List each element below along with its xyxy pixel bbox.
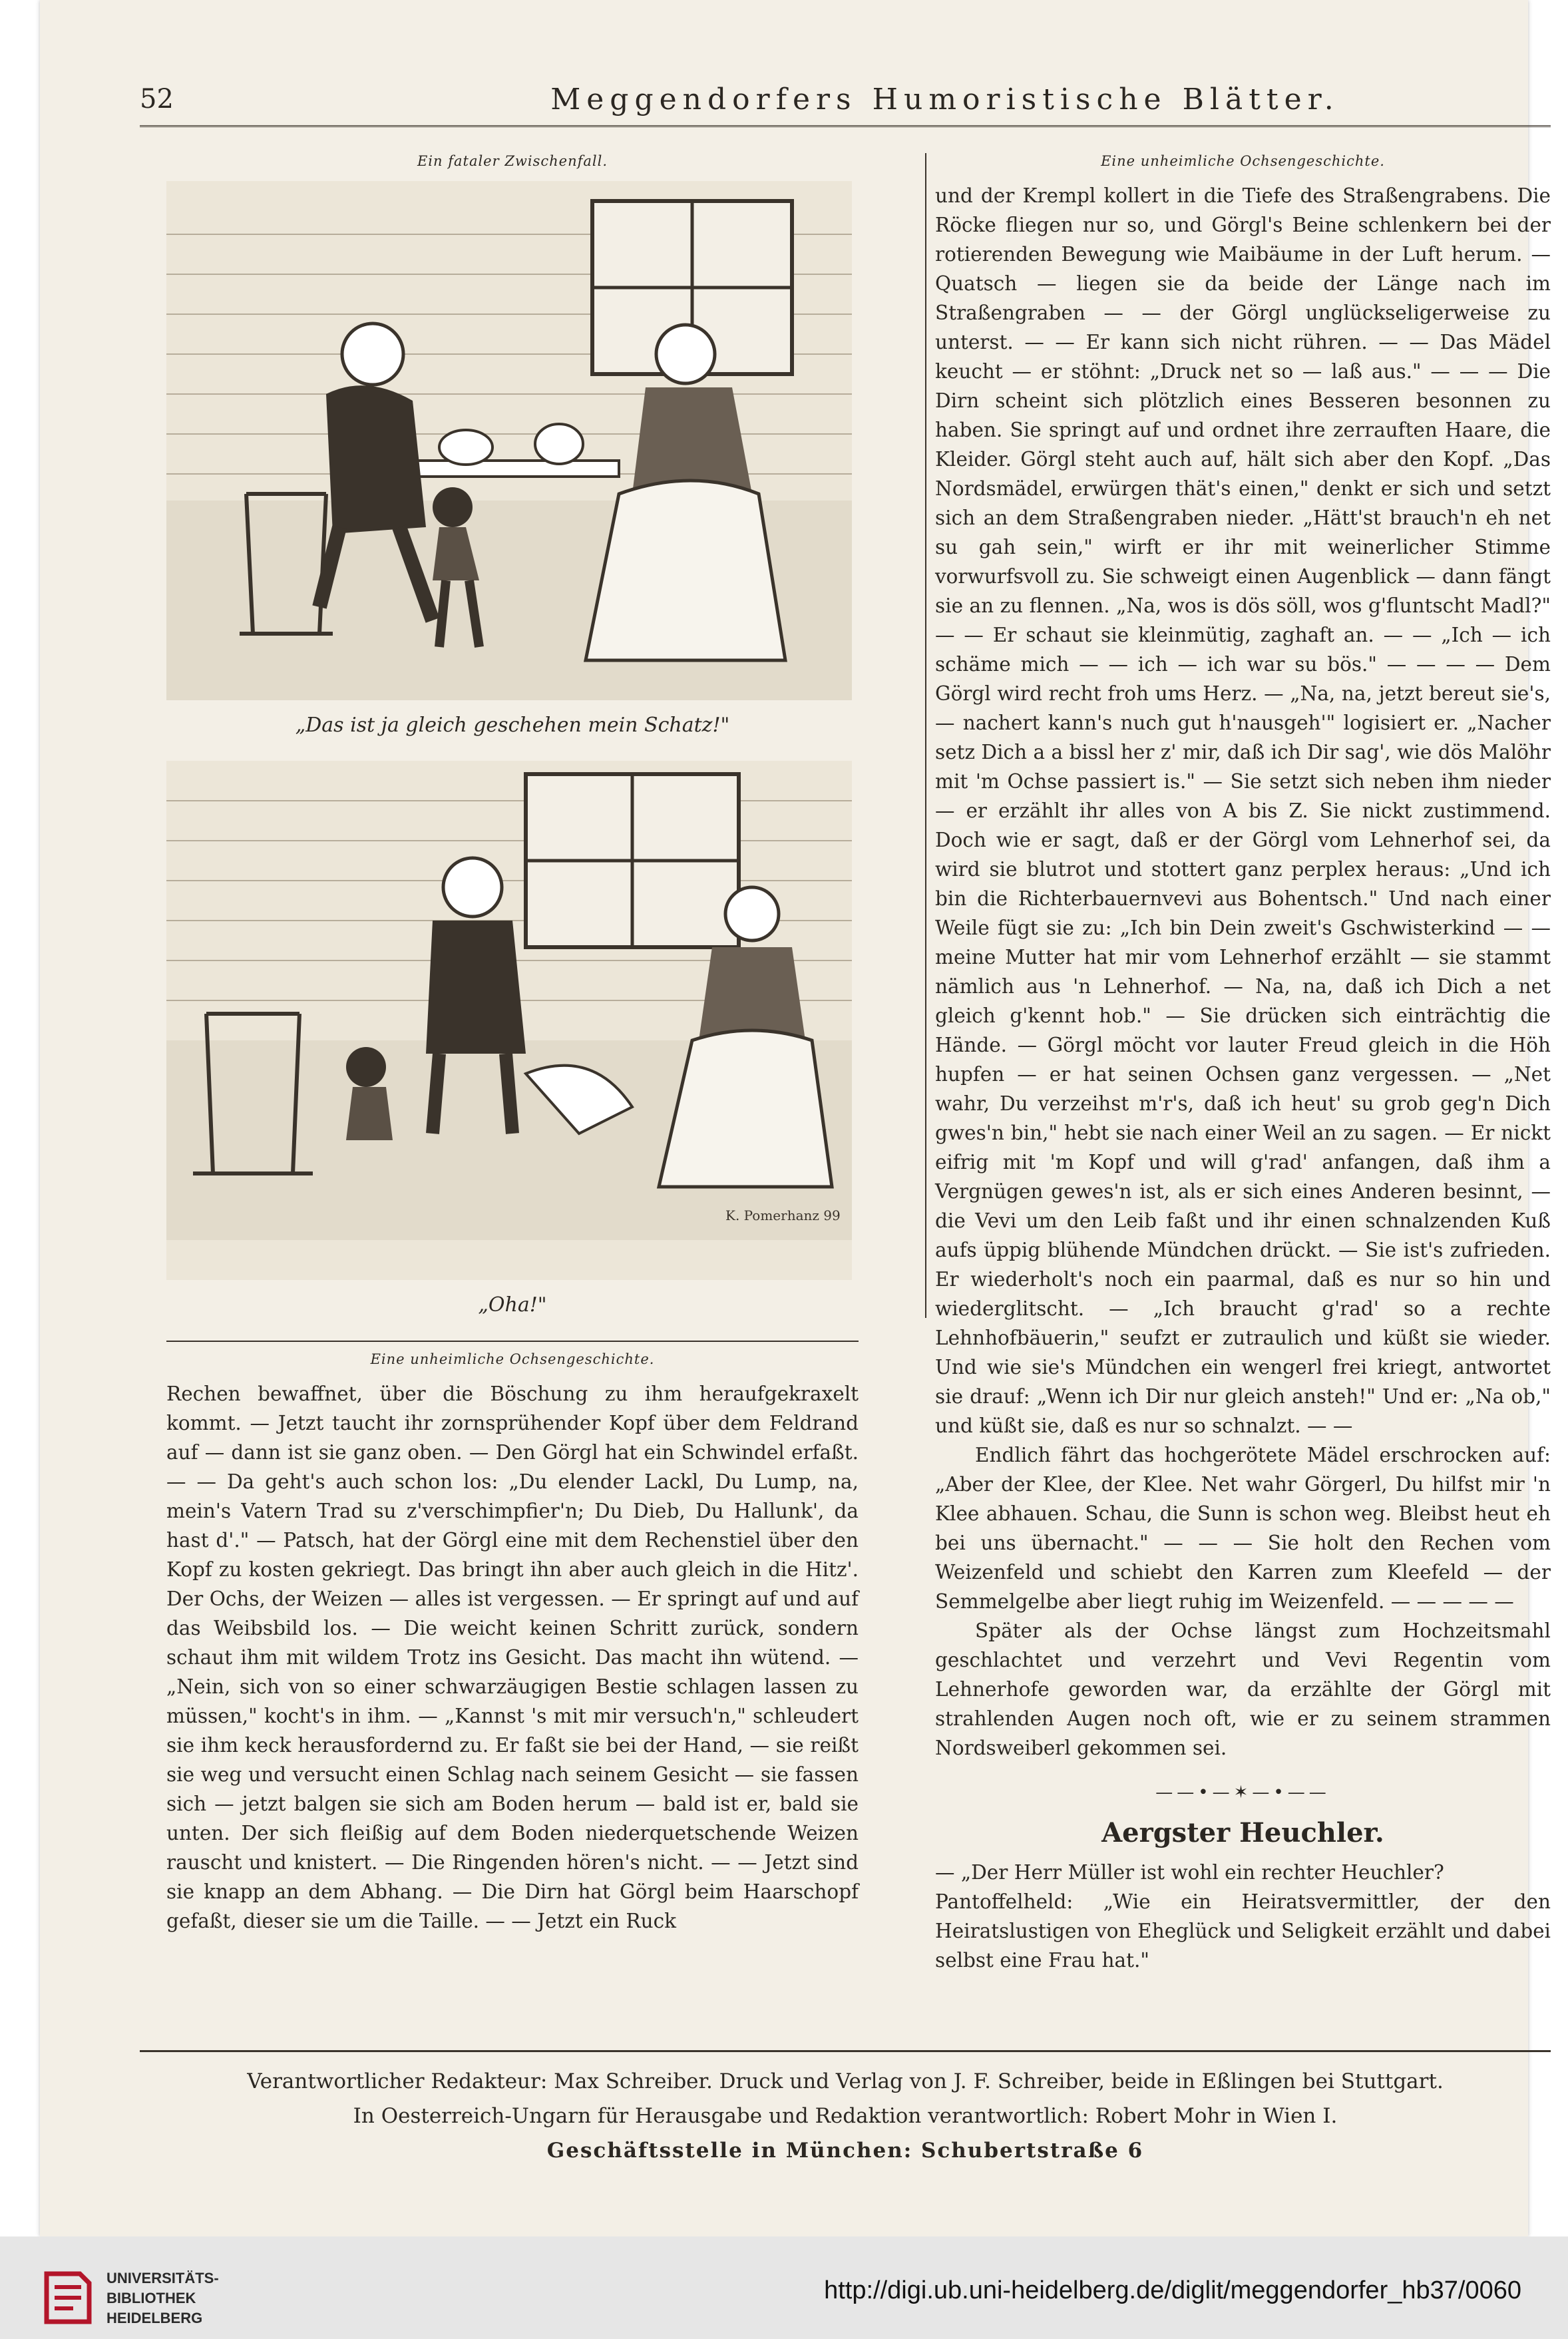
imprint-line-2: In Oesterreich-Ungarn für Herausgabe und Redaktion verantwortlich: Robert Mohr in Wien I. (353, 2104, 1338, 2128)
imprint-line-1: Verantwortlicher Redakteur: Max Schreiber. Druck und Verlag von J. F. Schreiber, beide in Eßlingen bei Stuttgart. (247, 2069, 1444, 2093)
story-text-right (935, 181, 1551, 1763)
joke-text (935, 1858, 1551, 1975)
joke-title: Aergster Heuchler. (1101, 1817, 1384, 1848)
joke-line: Pantoffelheld: „Wie ein Heiratsvermittler, der den Heiratslustigen von Eheglück und Seligkeit erzählt und dabei selbst eine Frau hat." (935, 1890, 1551, 1972)
story-title-left: Eine unheimliche Ochsengeschichte. (370, 1351, 655, 1367)
illustration-panel-1 (166, 181, 852, 700)
library-name: UNIVERSITÄTS- BIBLIOTHEK HEIDELBERG (106, 2270, 219, 2326)
left-column (166, 148, 859, 1936)
ornament-divider: ——•—✶—•—— (1155, 1783, 1330, 1803)
cartoon-drawing-2 (166, 761, 852, 1240)
page-scan (40, 0, 1551, 2236)
running-title: Meggendorfers Humoristische Blätter. (550, 83, 1340, 116)
caption-2: „Oha!" (478, 1293, 547, 1317)
source-url-link[interactable]: http://digi.ub.uni-heidelberg.de/diglit/meggendorfer_hb37/0060 (824, 2276, 1521, 2304)
paragraph: Rechen bewaffnet, über die Böschung zu ihm heraufgekraxelt kommt. — Jetzt taucht ihr zornsprühender Kopf über dem Feldrand auf — dann ist sie ganz oben. — Den Görgl hat ein Schwindel erfaßt. — — Da geht's auch schon los: „Du elender Lackl, Du Lump, na, mein's Vatern Trad su z'verschimpfier'n; Du Dieb, Du Hallunk', da hast d'." — Patsch, hat der Görgl eine mit dem Rechenstiel über den Kopf zu kosten gekriegt. Das bringt ihn aber auch gleich in die Hitz'. Der Ochs, der Weizen — alles ist vergessen. — Er springt auf und auf das Weibsbild los. — Die weicht keinen Schritt zurück, sondern schaut ihm mit wildem Trotz ins Gesicht. Das macht ihn wütend. — „Nein, sich von so einer schwarzäugigen Bestie schlagen lassen zu müssen," kocht's in ihm. — „Kannst 's mit mir versuch'n," schleudert sie ihm keck herausfordernd zu. Er faßt sie bei der Hand, — sie reißt sie weg und versucht einen Schlag nach seinem Gesicht — sie fassen sich — jetzt balgen sie sich am Boden herum — bald ist er, bald sie unten. Der sich fleißig auf dem Boden niederquetschende Weizen rauscht und knistert. — Die Ringenden hören's nicht. — — Jetzt sind sie knapp an dem Abhang. — Die Dirn hat Görgl beim Haarschopf gefaßt, dieser sie um die Taille. — — Jetzt ein Ruck (166, 1382, 859, 1932)
section-rule (166, 1341, 859, 1342)
illustration-panel-2 (166, 761, 852, 1280)
right-column (935, 148, 1551, 1975)
column-divider (925, 153, 926, 1318)
story-title-right: Eine unheimliche Ochsengeschichte. (1101, 153, 1385, 169)
paragraph: und der Krempl kollert in die Tiefe des Straßengrabens. Die Röcke fliegen nur so, und Görgl's Beine schlenkern bei der rotierenden Bewegung wie Maibäume in der Luft herum. — Quatsch — liegen sie da beide der Länge nach im Straßengraben — — der Görgl unglückseligerweise zu unterst. — — Er kann sich nicht rühren. — — Das Mädel keucht — er stöhnt: „Druck net so — laß aus." — — — Die Dirn scheint sich plötzlich eines Besseren besonnen zu haben. Sie springt auf und ordnet ihre zerrauften Haare, die Kleider. Görgl steht auch auf, hält sich aber den Kopf. „Das Nordsmädel, erwürgen thät's einen," denkt er sich und setzt sich an dem Straßengraben nieder. „Hätt'st brauch'n eh net su gah sein," wirft er ihr mit weinerlicher Stimme vorwurfsvoll zu. Sie schweigt einen Augenblick — dann fängt sie an zu flennen. „Na, wos is dös söll, wos g'fluntscht Madl?" — — Er schaut sie kleinmütig, zaghaft an. — — „Ich — ich schäme mich — — ich — ich war su bös." — — — — Dem Görgl wird recht froh ums Herz. — „Na, na, jetzt bereut sie's, — nachert kann's nuch gut h'nausgeh'" logisiert er. „Nacher setz Dich a a bissl her z' mir, daß ich Dir sag', wie dös Malöhr mit 'm Ochse passiert is." — Sie setzt sich neben ihm nieder — er erzählt ihr alles von A bis Z. Sie nickt zustimmend. Doch wie er sagt, daß er der Görgl vom Lehnerhof sei, da wird sie blutrot und stottert ganz perplex heraus: „Und ich bin die Richterbauernvevi aus Bohentsch." Und nach einer Weile fügt sie zu: „Ich bin Dein zweit's Gschwisterkind — — meine Mutter hat mir vom Lehnerhof erzählt — sie stammt nämlich aus 'n Lehnerhof. — Na, na, daß ich Dich a net gleich g'kennt hob." — Sie drücken sich einträchtig die Hände. — Görgl möcht vor lauter Freud gleich in die Höh hupfen — er hat seinen Ochsen ganz vergessen. — „Net wahr, Du verzeihst m'r's, daß ich heut' su grob geg'n Dich gwes'n bin," hebt sie nach einer Weil an zu sagen. — Er nickt eifrig mit 'm Kopf und will g'rad' anfangen, daß ihm a Vergnügen gewes'n ist, als er sich eines Anderen besinnt, — die Vevi um den Leib faßt und ihr einen schnalzenden Kuß aufs üppig blühende Mündchen drückt. — Sie ist's zufrieden. Er wiederholt's noch ein paarmal, daß es nur so hin und wiederglitscht. — „Ich braucht g'rad' so a rechte Lehnhofbäuerin," seufzt er zutraulich und küßt sie wieder. Und wie sie's Mündchen ein wengerl frei kriegt, antwortet sie drauf: „Wenn ich Dir nur gleich ansteh!" Und er: „Na ob," und küßt sie, daß es nur so schnalzt. — — (935, 184, 1551, 1437)
library-bar (0, 2236, 1568, 2339)
imprint-line-3: Geschäftsstelle in München: Schubertstraße 6 (546, 2139, 1144, 2163)
story-text-left (166, 1379, 859, 1936)
joke-line: — „Der Herr Müller ist wohl ein rechter Heuchler? (935, 1861, 1444, 1884)
cartoon-drawing-1 (166, 181, 852, 700)
library-logo-icon (40, 2267, 96, 2328)
imprint-footer (140, 2050, 1551, 2168)
caption-1: „Das ist ja gleich geschehen mein Schatz!" (295, 714, 730, 737)
paragraph: Endlich fährt das hochgerötete Mädel erschrocken auf: „Aber der Klee, der Klee. Net wahr Görgerl, Du hilfst mir 'n Klee abhauen. Schau, die Sunn is schon weg. Bleibst heut eh bei uns übernacht." — — — Sie holt den Rechen vom Weizenfeld und schiebt den Karren zum Kleefeld — der Semmelgelbe aber liegt ruhig im Weizenfeld. — — — — — (935, 1444, 1551, 1613)
illustration-title: Ein fataler Zwischenfall. (417, 153, 608, 169)
page-header (140, 79, 1551, 127)
artist-signature: K. Pomerhanz 99 (725, 1207, 841, 1223)
paragraph: Später als der Ochse längst zum Hochzeitsmahl geschlachtet und verzehrt und Vevi Regentin vom Lehnerhofe geworden war, da erzählte der Görgl mit strahlenden Augen noch oft, wie er zu seinem strammen Nordsweiberl gekommen sei. (935, 1619, 1551, 1759)
page-number: 52 (140, 84, 174, 114)
